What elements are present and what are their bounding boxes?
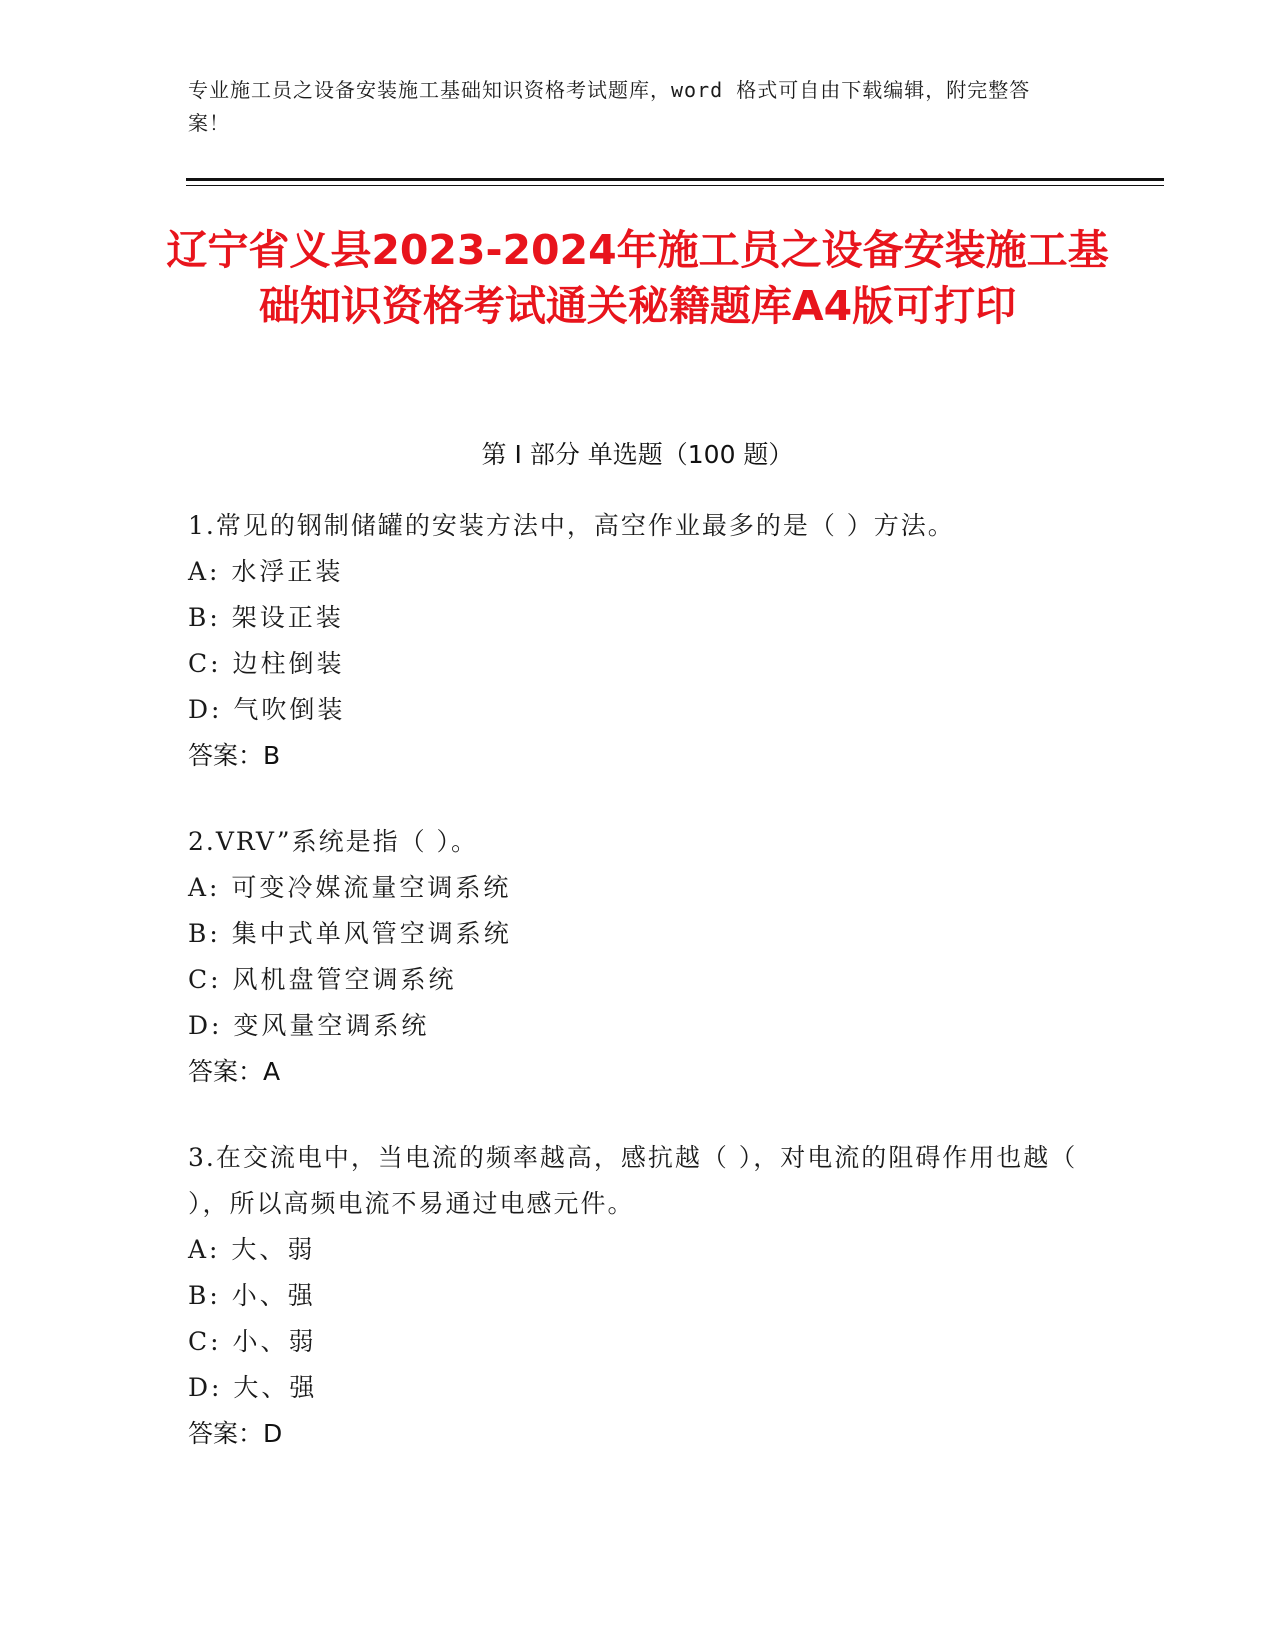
document-title: 辽宁省义县2023-2024年施工员之设备安装施工基础知识资格考试通关秘籍题库A4版可打印 (166, 226, 1109, 330)
header-note: 专业施工员之设备安装施工基础知识资格考试题库，word 格式可自由下载编辑，附完整答案！ (188, 78, 1031, 135)
option-c: C: 小、弱 (188, 1327, 317, 1356)
option-b: B: 架设正装 (188, 603, 344, 632)
option-c: C: 边柱倒装 (188, 649, 345, 678)
question-2 (188, 819, 1088, 1095)
option-d: D: 变风量空调系统 (188, 1011, 430, 1040)
answer: 答案：A (188, 1057, 281, 1086)
question-3 (188, 1135, 1088, 1457)
question-stem: 3.在交流电中，当电流的频率越高，感抗越（ ），对电流的阻碍作用也越（ ），所以高频电流不易通过电感元件。 (188, 1143, 1078, 1218)
option-a: A: 大、弱 (188, 1235, 316, 1264)
question-stem: 2.VRV”系统是指（ ）。 (188, 827, 479, 856)
option-a: A: 水浮正装 (188, 557, 344, 586)
section-heading: 第 I 部分 单选题（100 题） (481, 440, 794, 469)
header-rule-thin (186, 185, 1164, 186)
option-d: D: 大、强 (188, 1373, 318, 1402)
option-c: C: 风机盘管空调系统 (188, 965, 457, 994)
answer: 答案：D (188, 1419, 283, 1448)
question-stem: 1.常见的钢制储罐的安装方法中，高空作业最多的是（ ）方法。 (188, 511, 955, 540)
header-rule-thick (186, 178, 1164, 181)
answer: 答案：B (188, 741, 281, 770)
option-d: D: 气吹倒装 (188, 695, 346, 724)
option-a: A: 可变冷媒流量空调系统 (188, 873, 512, 902)
option-b: B: 小、强 (188, 1281, 316, 1310)
option-b: B: 集中式单风管空调系统 (188, 919, 512, 948)
question-1 (188, 503, 1088, 779)
